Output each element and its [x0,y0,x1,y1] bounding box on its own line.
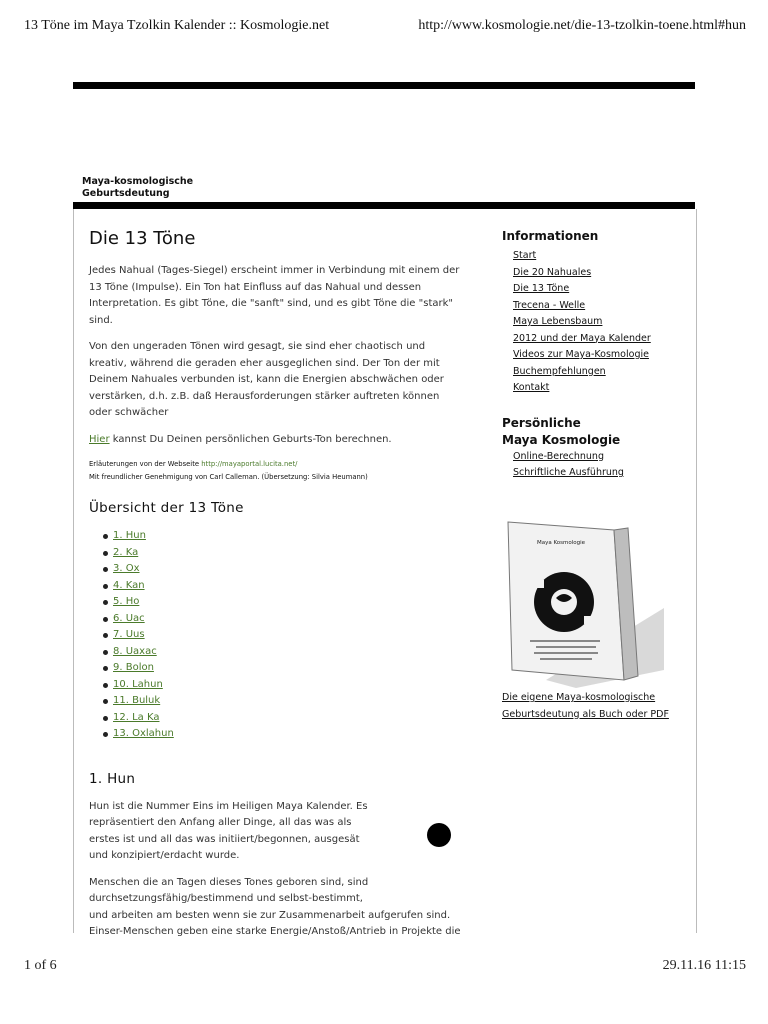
scroll-indicator-dot [427,823,451,847]
tone-link[interactable]: 4. Kan [113,579,145,591]
text-line: Hun ist die Nummer Eins im Heiligen Maya Kalender. Es [89,800,368,812]
tone-list-item [113,693,461,710]
tone-list-item [113,545,461,562]
sidebar-item-schriftlich[interactable] [513,465,692,482]
sidebar-item-2012[interactable] [513,331,692,348]
sidebar-item-label[interactable]: Videos zur Maya-Kosmologie [513,349,649,360]
tone-link[interactable]: 1. Hun [113,530,146,541]
text-line: repräsentiert den Anfang aller Dinge, all das was als [89,817,352,828]
heading-line: Maya Kosmologie [502,432,621,447]
hun-heading: 1. Hun [89,770,136,787]
text-line: erstes ist und all das was initiiert/begonnen, ausgesät [89,833,360,845]
info-menu [513,248,692,397]
tone-list [89,528,461,743]
sidebar-item-online[interactable] [513,449,692,466]
tone-link[interactable]: 3. Ox [113,563,140,574]
book-cover-image[interactable] [506,520,666,688]
sidebar-item-label[interactable]: Die 13 Töne [513,283,570,294]
tone-list-item [113,677,461,694]
calc-paragraph [89,432,461,449]
intro-paragraph: Jedes Nahual (Tages-Siegel) erscheint immer in Verbindung mit einem der 13 Töne (Impulse). Ein Ton hat Einfluss auf das Nahual und dessen Interpretation. Es gibt Töne, die "sanft" sind, und es gibt Töne die "stark" sind. [89,265,460,326]
tone-link[interactable]: 2. Ka [113,546,139,558]
tone-list-item [113,627,461,644]
sidebar-item-buchempfehlungen[interactable] [513,364,692,381]
tone-list-item [113,528,461,545]
book-caption[interactable] [502,690,692,723]
sidebar-item-trecena[interactable] [513,298,692,315]
tone-link[interactable]: 12. La Ka [113,711,160,723]
text-line: durchsetzungsfähig/bestimmend und selbst-bestimmt, [89,893,363,904]
source-note [89,458,461,471]
hun-paragraph-2 [89,875,461,941]
tone-list-item [113,594,461,611]
book-cover-title: Maya Kosmologie [536,540,586,546]
info-heading: Informationen [502,229,599,243]
text-line: Einser-Menschen geben eine starke Energie/Anstoß/Antrieb in Projekte die [89,926,461,937]
tones-paragraph: Von den ungeraden Tönen wird gesagt, sie sind eher chaotisch und kreativ, während die geraden eher ausgeglichen sind. Der Ton der mit Deinem Nahuales verbunden ist, kann die Energien abschwächen oder verstärken, d.h. z.B. daß Herausforderungen stärker auftreten können oder schwächer [89,341,444,418]
sidebar-item-label[interactable]: Kontakt [513,382,550,393]
tone-link[interactable]: 9. Bolon [113,662,154,673]
top-bar [73,82,695,89]
tone-link[interactable]: 10. Lahun [113,678,163,690]
personal-menu [513,449,692,482]
permission-note: Mit freundlicher Genehmigung von Carl Calleman. (Übersetzung: Silvia Heumann) [89,473,368,481]
text-line: und konzipiert/erdacht wurde. [89,850,240,861]
sidebar-item-label[interactable]: Schriftliche Ausführung [513,467,624,478]
sidebar-item-start[interactable] [513,248,692,265]
sidebar-item-label[interactable]: Die 20 Nahuales [513,266,592,278]
tone-list-item [113,660,461,677]
sidebar-item-label[interactable]: 2012 und der Maya Kalender [513,332,651,344]
print-datetime: 29.11.16 11:15 [662,958,746,973]
print-header-title: 13 Töne im Maya Tzolkin Kalender :: Kosmologie.net [24,18,330,33]
sidebar-item-nahuales[interactable] [513,265,692,282]
sidebar-item-videos[interactable] [513,347,692,364]
hier-link[interactable]: Hier [89,433,110,445]
tone-link[interactable]: 11. Buluk [113,695,161,706]
tone-list-item [113,644,461,661]
hun-paragraph-1 [89,799,461,865]
calc-text: kannst Du Deinen persönlichen Geburts-Ton berechnen. [109,433,392,445]
tone-link[interactable]: 13. Oxlahun [113,728,174,739]
text-line: und arbeiten am besten wenn sie zur Zusammenarbeit aufgerufen sind. [89,909,451,921]
sidebar-item-label[interactable]: Start [513,250,537,261]
tone-link[interactable]: 8. Uaxac [113,645,157,657]
personal-heading [502,415,692,449]
tone-list-item [113,710,461,727]
sidebar-item-label[interactable]: Maya Lebensbaum [513,316,603,327]
tone-list-item [113,726,461,743]
source-label: Erläuterungen von der Webseite [89,460,202,468]
nav-bar [73,202,695,209]
overview-heading: Übersicht der 13 Töne [89,500,244,516]
hun-section [89,799,461,941]
page-title: Die 13 Töne [89,228,196,249]
tone-link[interactable]: 5. Ho [113,596,140,607]
sidebar-item-label[interactable]: Buchempfehlungen [513,365,606,377]
sidebar-item-label[interactable]: Trecena - Welle [513,299,586,311]
sidebar-item-label[interactable]: Online-Berechnung [513,450,604,462]
print-header-url: http://www.kosmologie.net/die-13-tzolkin-toene.html#hun [418,18,746,33]
sidebar-item-kontakt[interactable] [513,380,692,397]
main-content [89,228,461,951]
site-tagline: Maya-kosmologische Geburtsdeutung [82,176,194,199]
sidebar-item-toene[interactable] [513,281,692,298]
tone-link[interactable]: 6. Uac [113,612,145,624]
sidebar [502,228,692,500]
source-link[interactable]: http://mayaportal.lucita.net/ [201,460,298,468]
sidebar-item-lebensbaum[interactable] [513,314,692,331]
caption-line[interactable]: Die eigene Maya-kosmologische [502,692,656,703]
tone-list-item [113,611,461,628]
tone-link[interactable]: 7. Uus [113,629,145,640]
tone-list-item [113,561,461,578]
text-line: Menschen die an Tagen dieses Tones geboren sind, sind [89,876,369,888]
print-page-number: 1 of 6 [24,958,57,973]
caption-line[interactable]: Geburtsdeutung als Buch oder PDF [502,708,669,720]
tone-list-item [113,578,461,595]
heading-line: Persönliche [502,415,581,430]
